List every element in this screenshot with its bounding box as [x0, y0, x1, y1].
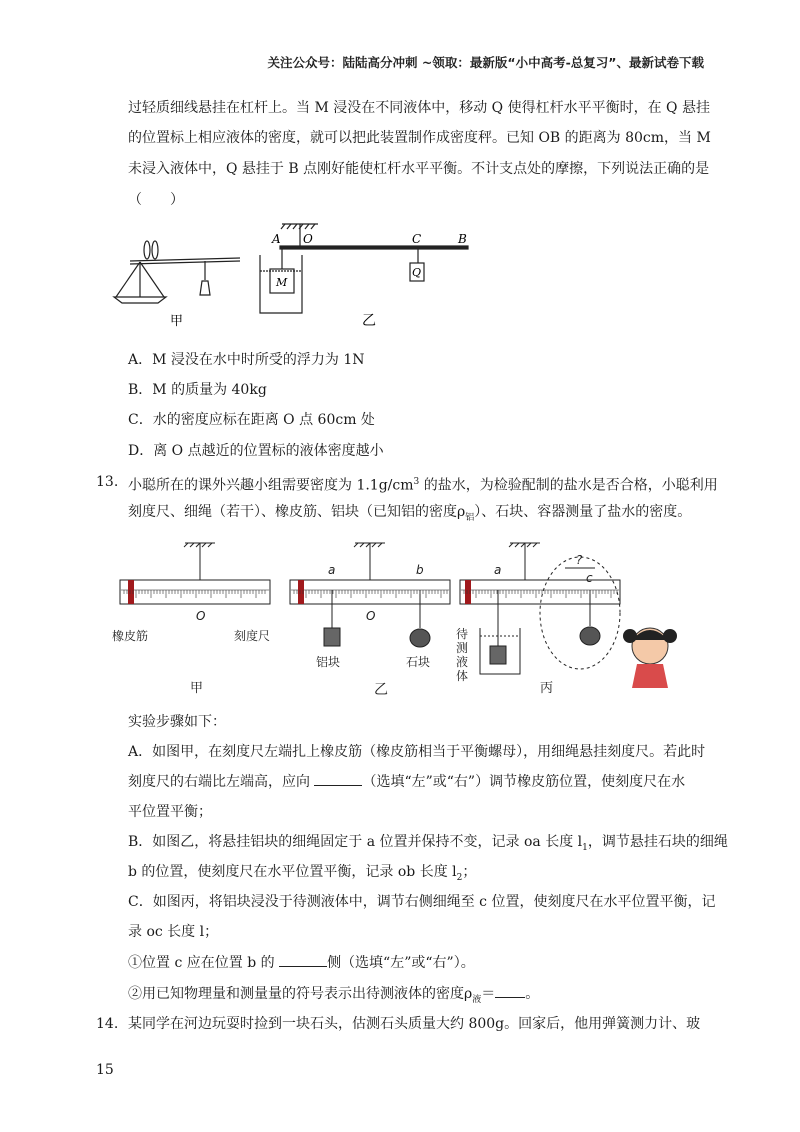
page-number: 15: [96, 1062, 114, 1078]
balance-jia: [114, 241, 240, 303]
q12-line-2: 的位置标上相应液体的密度，就可以把此装置制作成密度秤。已知 OB 的距离为 80cm，当 M: [128, 130, 711, 146]
callout-bubble: [540, 557, 620, 669]
q12-option-b: B．M 的质量为 40kg: [128, 382, 267, 398]
label-a2: a: [494, 563, 502, 577]
q13-line-1: 小聪所在的课外兴趣小组需要密度为 $1.1g/cm^3$ 的盐水，为检验配制的盐水是否合格，小聪利用: [128, 477, 718, 494]
q13-sub-1: ①位置 c 应在位置 b 的 侧（选填“左”或“右”）。: [128, 955, 475, 971]
q13-figure: [110, 528, 690, 698]
lever-yi: [260, 224, 468, 313]
q13-step-a-2: 刻度尺的右端比左端高，应向 （选填“左”或“右”）调节橡皮筋位置，使刻度尺在水: [128, 774, 686, 790]
girl-illustration: [623, 628, 677, 688]
answer-blank-1[interactable]: [279, 966, 327, 967]
block-m: M: [276, 276, 288, 289]
hook-yi: [354, 543, 385, 580]
label-o1: O: [196, 609, 206, 623]
q12-line-1: 过轻质细线悬挂在杠杆上。当 M 浸没在不同液体中，移动 Q 使得杠杆水平平衡时，在 Q 悬挂: [128, 100, 710, 116]
label-kedu: 刻度尺: [234, 629, 271, 643]
hook-bing: [509, 543, 540, 580]
label-bing: 丙: [540, 681, 554, 696]
q13-sub-2: ②用已知物理量和测量量的符号表示出待测液体的密度$\rho_液=$ 。: [128, 986, 540, 1005]
label-jia: 甲: [190, 681, 204, 696]
label-liquid-3: 液: [456, 655, 469, 669]
ruler-jia: [120, 580, 270, 604]
label-lvkuai: 铝块: [316, 655, 341, 669]
q14-line-1: 某同学在河边玩耍时捡到一块石头，估测石头质量大约 800g。回家后，他用弹簧测力计、玻: [128, 1016, 701, 1032]
q12-option-a: A．M 浸没在水中时所受的浮力为 1N: [128, 352, 365, 368]
label-liquid-2: 测: [456, 641, 469, 655]
q13-step-b-1: B．如图乙，将悬挂铝块的细绳固定于 a 位置并保持不变，记录 oa 长度 $l_1$，调节悬挂石块的细绳: [128, 834, 728, 853]
label-o2: O: [366, 609, 376, 623]
answer-blank-2[interactable]: [495, 997, 525, 998]
label-b: b: [416, 563, 424, 577]
q12-line-3: 未浸入液体中，Q 悬挂于 B 点刚好能使杠杆水平平衡。不计支点处的摩擦，下列说法正确的是: [128, 161, 710, 177]
point-c: C: [412, 232, 422, 246]
point-o: O: [303, 232, 313, 246]
q13-step-c-1: C．如图丙，将铝块浸没于待测液体中，调节右侧细绳至 c 位置，使刻度尺在水平位置平衡，记: [128, 894, 716, 910]
label-question: ?: [576, 553, 583, 567]
block-q: Q: [412, 266, 422, 279]
q12-line-4: （ ）: [128, 192, 184, 208]
q12-option-d: D．离 O 点越近的位置标的液体密度越小: [128, 443, 384, 459]
label-liquid-1: 待: [456, 627, 469, 641]
answer-blank-a[interactable]: [314, 785, 362, 786]
label-a1: a: [328, 563, 336, 577]
q12-option-c: C．水的密度应标在距离 O 点 60cm 处: [128, 412, 375, 428]
q13-step-a-1: A．如图甲，在刻度尺左端扎上橡皮筋（橡皮筋相当于平衡螺母），用细绳悬挂刻度尺。若此时: [128, 744, 706, 760]
label-xiangpijin: 橡皮筋: [112, 629, 149, 643]
q14-number: 14.: [96, 1016, 119, 1032]
q12-figure: [110, 215, 490, 330]
point-b: B: [458, 232, 467, 246]
page-header: 关注公众号：陆陆高分冲刺 ~领取：最新版“小中高考-总复习”、最新试卷下载: [267, 55, 704, 70]
label-yi: 乙: [362, 313, 376, 329]
q13-step-a-3: 平位置平衡；: [128, 804, 212, 820]
label-jia: 甲: [170, 314, 184, 329]
label-shikuai: 石块: [406, 655, 431, 669]
hook-jia: [184, 543, 215, 580]
q13-line-2: 刻度尺、细绳（若干）、橡皮筋、铝块（已知铝的密度$\rho_铝$）、石块、容器测量了盐水的密度。: [128, 504, 692, 523]
q13-step-b-2: b 的位置，使刻度尺在水平位置平衡，记录 ob 长度 $l_2$；: [128, 864, 477, 883]
point-a: A: [272, 232, 281, 246]
q13-steps-title: 实验步骤如下：: [128, 714, 226, 730]
q13-number: 13.: [96, 474, 119, 490]
q13-step-c-2: 录 oc 长度 l；: [128, 924, 219, 940]
label-liquid-4: 体: [456, 669, 469, 683]
label-yi: 乙: [374, 682, 388, 698]
label-c: c: [586, 571, 593, 585]
